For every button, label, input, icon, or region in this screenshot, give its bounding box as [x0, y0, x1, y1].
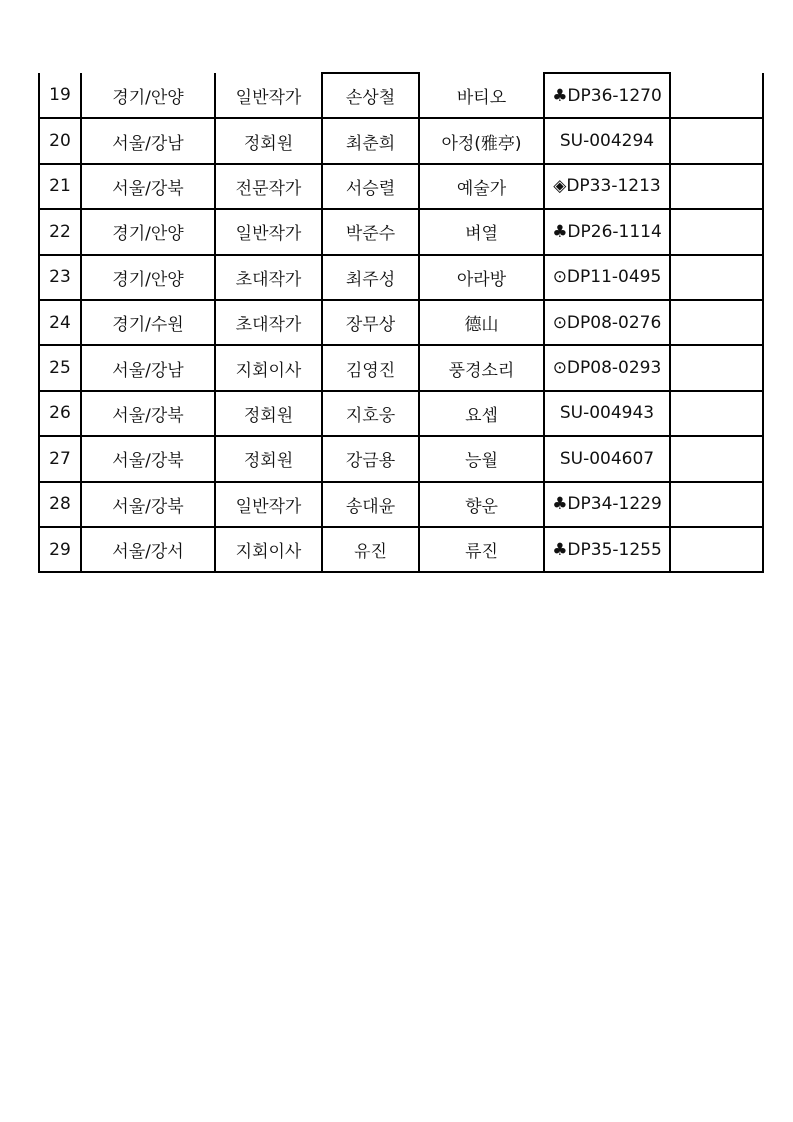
pen-name-cell: 예술가 [419, 164, 544, 209]
note-cell [670, 209, 763, 254]
member-name-cell: 서승렬 [322, 164, 419, 209]
pen-name-cell: 아라방 [419, 255, 544, 300]
member-name-cell: 송대윤 [322, 482, 419, 527]
member-code-cell: ♣DP26-1114 [544, 209, 670, 254]
region-cell: 서울/강북 [81, 436, 215, 481]
row-number-cell: 24 [39, 300, 81, 345]
member-name-cell: 강금용 [322, 436, 419, 481]
grade-cell: 정회원 [215, 391, 322, 436]
row-number-cell: 26 [39, 391, 81, 436]
row-number-cell: 22 [39, 209, 81, 254]
pen-name-cell: 아정(雅亭) [419, 118, 544, 163]
region-cell: 경기/안양 [81, 209, 215, 254]
member-name-cell: 최주성 [322, 255, 419, 300]
member-code-cell: ⊙DP11-0495 [544, 255, 670, 300]
table-row [39, 391, 763, 436]
region-cell: 서울/강남 [81, 118, 215, 163]
row-number-cell: 23 [39, 255, 81, 300]
region-cell: 서울/강북 [81, 482, 215, 527]
pen-name-cell: 벼열 [419, 209, 544, 254]
member-code-cell: SU-004943 [544, 391, 670, 436]
table-row [39, 209, 763, 254]
note-cell [670, 164, 763, 209]
region-cell: 경기/안양 [81, 73, 215, 118]
region-cell: 서울/강서 [81, 527, 215, 572]
grade-cell: 지회이사 [215, 345, 322, 390]
grade-cell: 정회원 [215, 436, 322, 481]
note-cell [670, 482, 763, 527]
grade-cell: 정회원 [215, 118, 322, 163]
member-code-cell: SU-004607 [544, 436, 670, 481]
note-cell [670, 345, 763, 390]
table-body [39, 73, 763, 572]
pen-name-cell: 풍경소리 [419, 345, 544, 390]
region-cell: 서울/강북 [81, 391, 215, 436]
member-name-cell: 박준수 [322, 209, 419, 254]
member-name-cell: 손상철 [322, 73, 419, 118]
region-cell: 경기/안양 [81, 255, 215, 300]
member-code-cell: ◈DP33-1213 [544, 164, 670, 209]
table-row [39, 164, 763, 209]
note-cell [670, 73, 763, 118]
table-row [39, 73, 763, 118]
pen-name-cell: 바티오 [419, 73, 544, 118]
table-row [39, 300, 763, 345]
member-table [38, 72, 764, 573]
grade-cell: 초대작가 [215, 300, 322, 345]
region-cell: 경기/수원 [81, 300, 215, 345]
table-row [39, 436, 763, 481]
pen-name-cell: 요셉 [419, 391, 544, 436]
pen-name-cell: 향운 [419, 482, 544, 527]
member-code-cell: ♣DP36-1270 [544, 73, 670, 118]
pen-name-cell: 능월 [419, 436, 544, 481]
pen-name-cell: 류진 [419, 527, 544, 572]
note-cell [670, 391, 763, 436]
table-row [39, 255, 763, 300]
region-cell: 서울/강북 [81, 164, 215, 209]
grade-cell: 전문작가 [215, 164, 322, 209]
grade-cell: 일반작가 [215, 482, 322, 527]
note-cell [670, 527, 763, 572]
table-row [39, 527, 763, 572]
member-code-cell: ⊙DP08-0276 [544, 300, 670, 345]
note-cell [670, 255, 763, 300]
table-row [39, 345, 763, 390]
row-number-cell: 21 [39, 164, 81, 209]
grade-cell: 일반작가 [215, 209, 322, 254]
member-name-cell: 유진 [322, 527, 419, 572]
member-name-cell: 장무상 [322, 300, 419, 345]
member-code-cell: SU-004294 [544, 118, 670, 163]
region-cell: 서울/강남 [81, 345, 215, 390]
member-name-cell: 최춘희 [322, 118, 419, 163]
row-number-cell: 19 [39, 73, 81, 118]
table-row [39, 482, 763, 527]
member-code-cell: ⊙DP08-0293 [544, 345, 670, 390]
member-code-cell: ♣DP35-1255 [544, 527, 670, 572]
note-cell [670, 118, 763, 163]
row-number-cell: 27 [39, 436, 81, 481]
member-name-cell: 김영진 [322, 345, 419, 390]
row-number-cell: 25 [39, 345, 81, 390]
member-code-cell: ♣DP34-1229 [544, 482, 670, 527]
row-number-cell: 29 [39, 527, 81, 572]
row-number-cell: 28 [39, 482, 81, 527]
row-number-cell: 20 [39, 118, 81, 163]
member-name-cell: 지호웅 [322, 391, 419, 436]
grade-cell: 일반작가 [215, 73, 322, 118]
grade-cell: 지회이사 [215, 527, 322, 572]
table-row [39, 118, 763, 163]
grade-cell: 초대작가 [215, 255, 322, 300]
note-cell [670, 300, 763, 345]
note-cell [670, 436, 763, 481]
pen-name-cell: 德山 [419, 300, 544, 345]
